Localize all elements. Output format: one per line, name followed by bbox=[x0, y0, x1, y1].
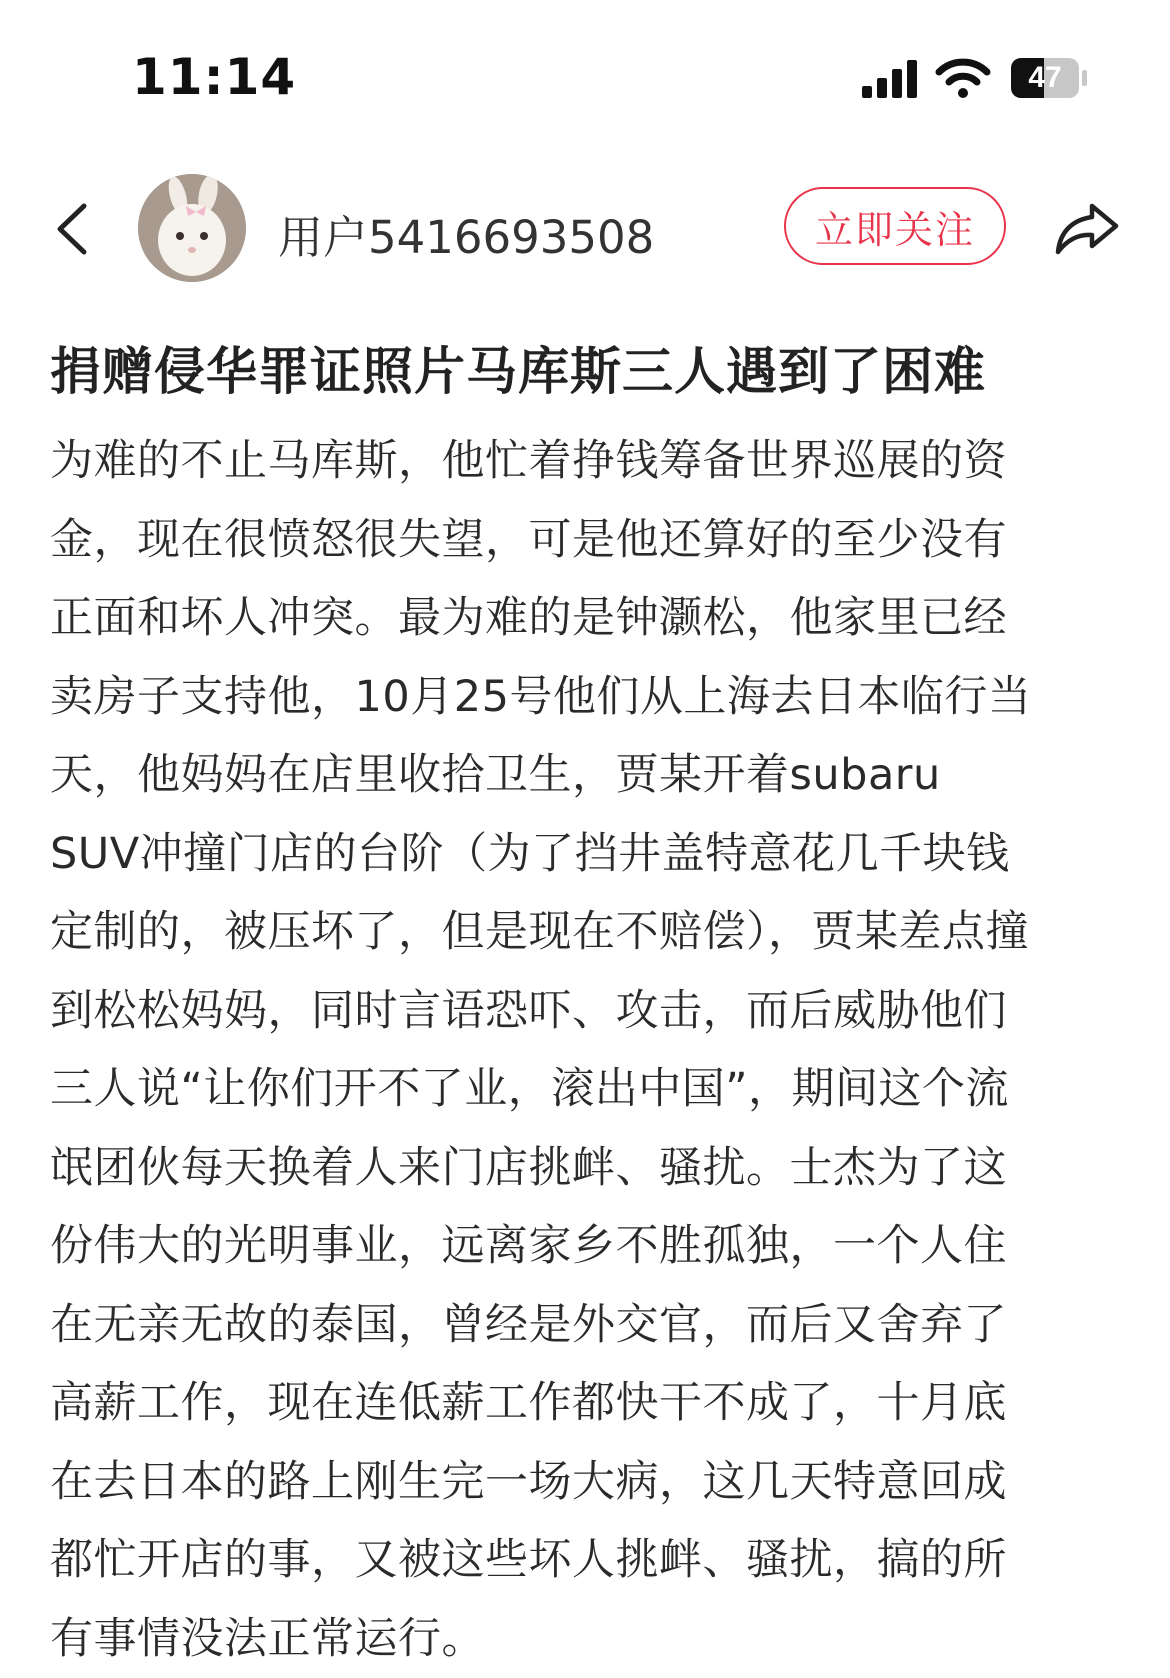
body-line: 在无亲无故的泰国，曾经是外交官，而后又舍弃了 bbox=[50, 1286, 1130, 1365]
battery-level: 47 bbox=[1010, 56, 1080, 100]
username[interactable]: 用户5416693508 bbox=[278, 201, 654, 266]
body-line: 定制的，被压坏了，但是现在不赔偿），贾某差点撞 bbox=[50, 893, 1130, 972]
back-arrow-icon[interactable] bbox=[40, 194, 110, 264]
body-line: 份伟大的光明事业，远离家乡不胜孤独，一个人住 bbox=[50, 1207, 1130, 1286]
body-line: 有事情没法正常运行。 bbox=[50, 1600, 1130, 1678]
body-line: 金，现在很愤怒很失望，可是他还算好的至少没有 bbox=[50, 501, 1130, 580]
cellular-signal-icon bbox=[860, 58, 920, 98]
share-icon[interactable] bbox=[1050, 192, 1122, 264]
avatar[interactable] bbox=[138, 174, 246, 282]
body-line: 卖房子支持他，10月25号他们从上海去日本临行当 bbox=[50, 658, 1130, 737]
body-line: 三人说“让你们开不了业，滚出中国”，期间这个流 bbox=[50, 1050, 1130, 1129]
post-body bbox=[50, 422, 1130, 1678]
battery-icon bbox=[1010, 56, 1090, 100]
status-time: 11:14 bbox=[132, 48, 296, 106]
body-line: 天，他妈妈在店里收拾卫生，贾某开着subaru bbox=[50, 736, 1130, 815]
body-line: 在去日本的路上刚生完一场大病，这几天特意回成 bbox=[50, 1443, 1130, 1522]
body-line: 正面和坏人冲突。最为难的是钟灏松，他家里已经 bbox=[50, 579, 1130, 658]
profile-header bbox=[0, 168, 1170, 288]
post-title: 捐赠侵华罪证照片马库斯三人遇到了困难 bbox=[50, 330, 986, 404]
body-line: 高薪工作，现在连低薪工作都快干不成了，十月底 bbox=[50, 1364, 1130, 1443]
body-line: 都忙开店的事，又被这些坏人挑衅、骚扰，搞的所 bbox=[50, 1521, 1130, 1600]
status-bar bbox=[0, 0, 1170, 150]
body-line: SUV冲撞门店的台阶（为了挡井盖特意花几千块钱 bbox=[50, 815, 1130, 894]
body-line: 氓团伙每天换着人来门店挑衅、骚扰。士杰为了这 bbox=[50, 1129, 1130, 1208]
wifi-icon bbox=[935, 56, 991, 100]
body-line: 到松松妈妈，同时言语恐吓、攻击，而后威胁他们 bbox=[50, 972, 1130, 1051]
follow-button[interactable]: 立即关注 bbox=[784, 187, 1006, 265]
body-line: 为难的不止马库斯，他忙着挣钱筹备世界巡展的资 bbox=[50, 422, 1130, 501]
